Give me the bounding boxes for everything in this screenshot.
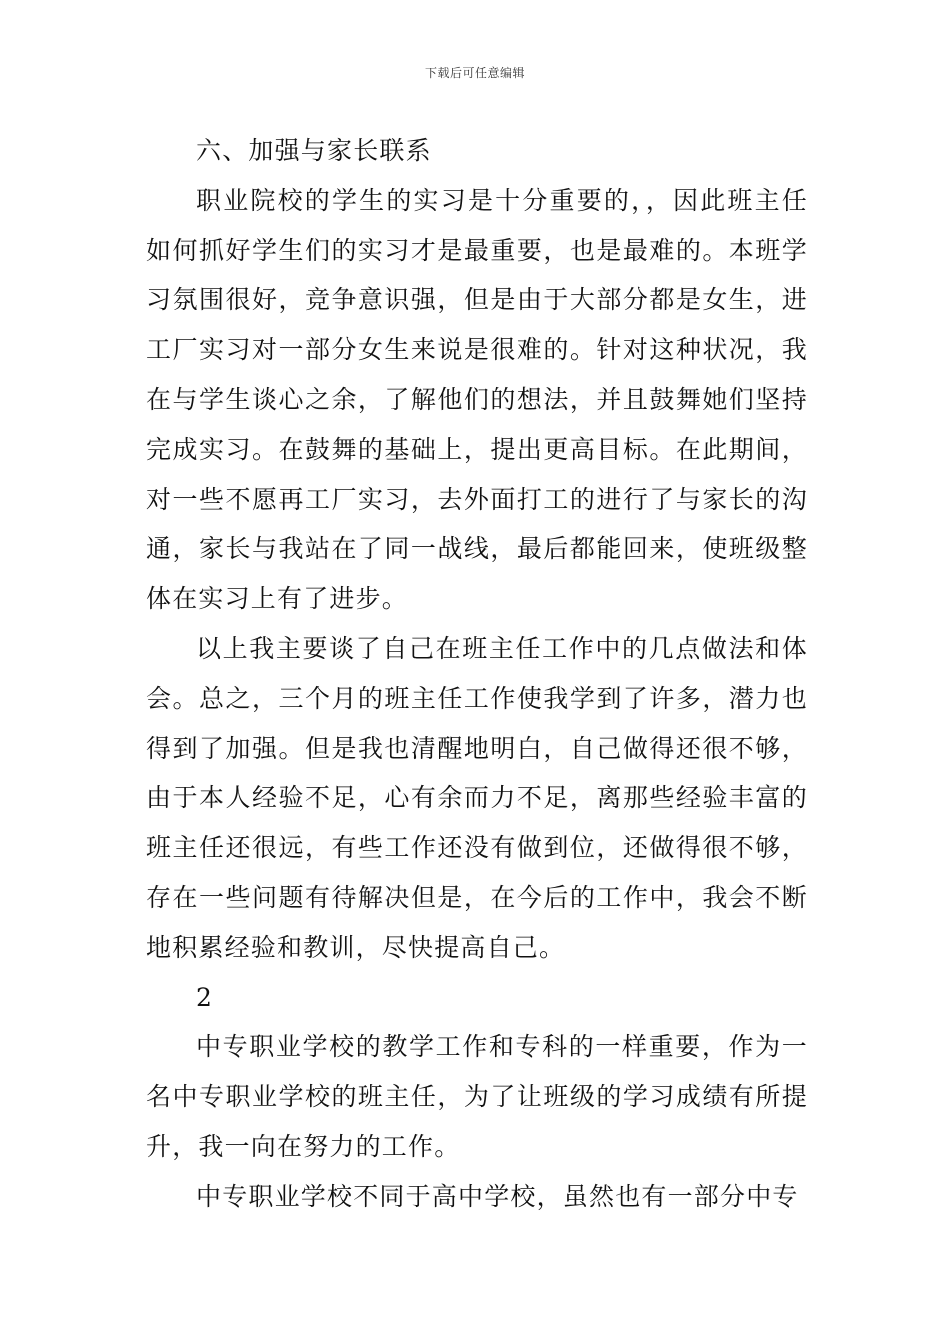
section-number: 2 bbox=[196, 982, 214, 1012]
paragraph-internship: 职业院校的学生的实习是十分重要的，，因此班主任如何抓好学生们的实习才是最重要，也是最难的。本班学习氛围很好，竞争意识强，但是由于大部分都是女生，进工厂实习对一部分女生来说是很难的。针对这种状况，我在与学生谈心之余，了解他们的想法，并且鼓舞她们坚持完成实习。在鼓舞的基础上，提出更高目标。在此期间，对一些不愿再工厂实习，去外面打工的进行了与家长的沟通，家长与我站在了同一战线，最后都能回来，使班级整体在实习上有了进步。 bbox=[146, 185, 808, 614]
paragraph-summary: 以上我主要谈了自己在班主任工作中的几点做法和体会。总之，三个月的班主任工作使我学到了许多，潜力也得到了加强。但是我也清醒地明白，自己做得还很不够，由于本人经验不足，心有余而力不足，离那些经验丰富的班主任还很远，有些工作还没有做到位，还做得很不够，存在一些问题有待解决但是，在今后的工作中，我会不断地积累经验和教训，尽快提高自己。 bbox=[146, 633, 808, 962]
section-heading: 六、加强与家长联系 bbox=[196, 136, 432, 165]
page-header: 下载后可任意编辑 bbox=[424, 66, 525, 80]
document-body bbox=[146, 126, 808, 1222]
paragraph-school-difference: 中专职业学校不同于高中学校，虽然也有一部分中专 bbox=[196, 1181, 799, 1211]
paragraph-teaching: 中专职业学校的教学工作和专科的一样重要，作为一名中专职业学校的班主任，为了让班级的学习成绩有所提升，我一向在努力的工作。 bbox=[146, 1032, 808, 1161]
